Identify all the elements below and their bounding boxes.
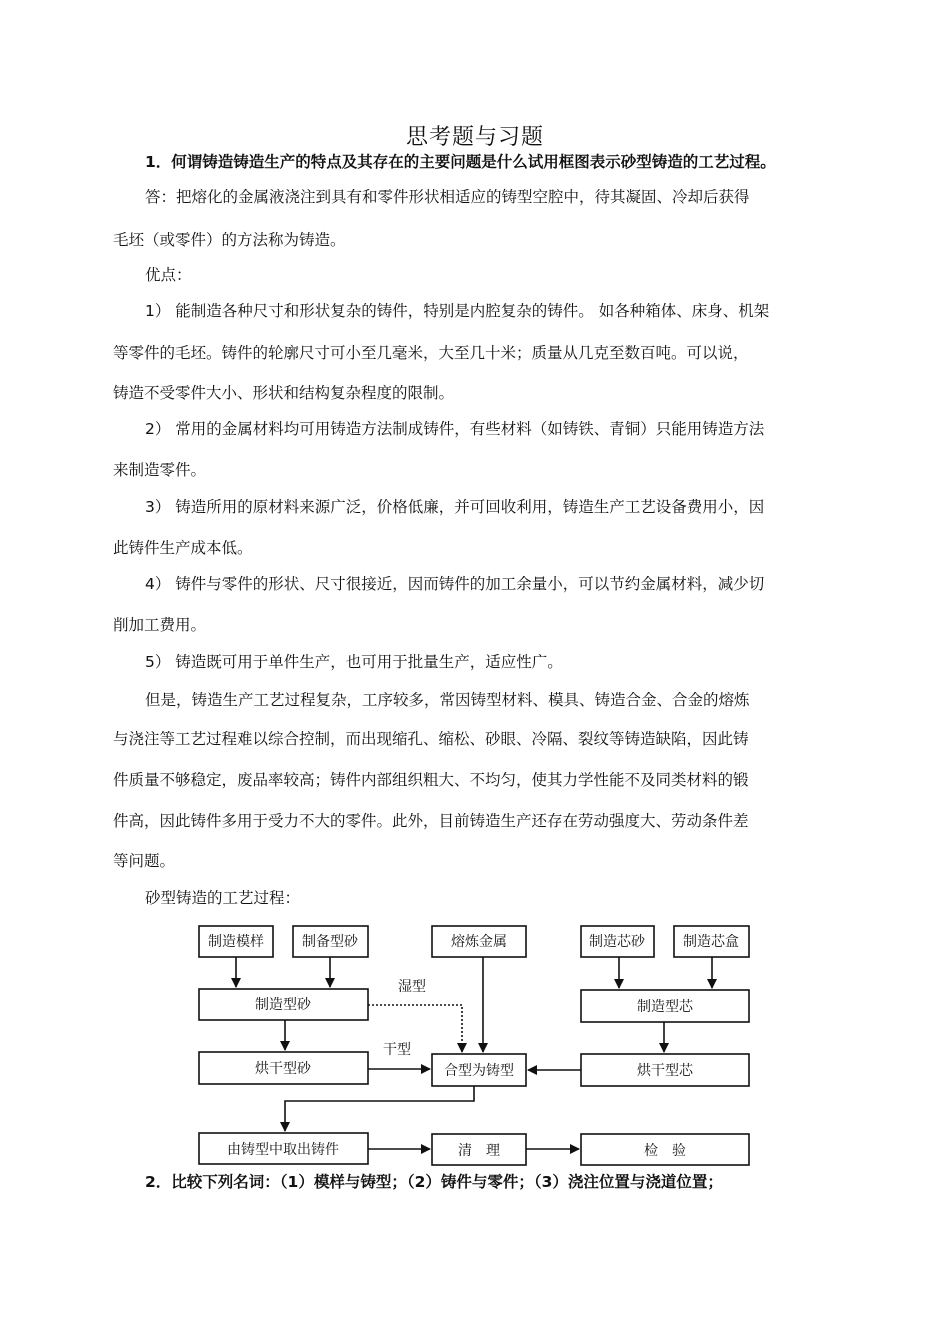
label-take-out-casting: 由铸型中取出铸件	[227, 1142, 339, 1158]
disadvantage-line-2: 与浇注等工艺过程难以综合控制，而出现缩孔、缩松、砂眼、冷隔、裂纹等铸造缺陷，因此铸	[113, 730, 749, 748]
answer-line-1: 答：把熔化的金属液浇注到具有和零件形状相适应的铸型空腔中，待其凝固、冷却后获得	[145, 188, 750, 206]
label-assemble-mold: 合型为铸型	[444, 1063, 514, 1079]
label-dry-core: 烘干型芯	[637, 1063, 693, 1079]
label-make-pattern: 制造模样	[208, 934, 264, 950]
label-make-core: 制造型芯	[637, 999, 693, 1015]
question-1: 1．何谓铸造铸造生产的特点及其存在的主要问题是什么试用框图表示砂型铸造的工艺过程。	[145, 153, 776, 171]
disadvantage-line-1: 但是，铸造生产工艺过程复杂，工序较多，常因铸型材料、模具、铸造合金、合金的熔炼	[145, 691, 750, 709]
label-core-sand: 制造芯砂	[589, 934, 645, 950]
point-3-line-1: 3） 铸造所用的原材料来源广泛，价格低廉，并可回收利用，铸造生产工艺设备费用小，因	[145, 498, 765, 516]
sand-casting-label: 砂型铸造的工艺过程：	[145, 889, 301, 907]
point-5-line-1: 5） 铸造既可用于单件生产，也可用于批量生产，适应性广。	[145, 653, 563, 671]
question-2: 2．比较下列名词：（1）模样与铸型；（2）铸件与零件；（3）浇注位置与浇道位置；	[145, 1173, 723, 1191]
label-inspect: 检 验	[644, 1143, 686, 1159]
label-make-mold: 制造型砂	[255, 997, 311, 1013]
label-wet-mold: 湿型	[398, 979, 426, 995]
disadvantage-line-4: 件高，因此铸件多用于受力不大的零件。此外，目前铸造生产还存在劳动强度大、劳动条件差	[113, 812, 749, 830]
point-4-line-1: 4） 铸件与零件的形状、尺寸很接近，因而铸件的加工余量小，可以节约金属材料，减少切	[145, 575, 765, 593]
label-prepare-sand: 制备型砂	[302, 934, 358, 950]
point-4-line-2: 削加工费用。	[113, 616, 207, 634]
point-1-line-3: 铸造不受零件大小、形状和结构复杂程度的限制。	[113, 384, 455, 402]
disadvantage-line-5: 等问题。	[113, 852, 176, 870]
label-dry-mold: 烘干型砂	[255, 1061, 311, 1077]
disadvantage-line-3: 件质量不够稳定，废品率较高；铸件内部组织粗大、不均匀，使其力学性能不及同类材料的锻	[113, 771, 749, 789]
point-3-line-2: 此铸件生产成本低。	[113, 539, 253, 557]
arrow-assemble-to-takeout	[285, 1086, 474, 1131]
point-2-line-2: 来制造零件。	[113, 461, 207, 479]
point-1-line-1: 1） 能制造各种尺寸和形状复杂的铸件，特别是内腔复杂的铸件。 如各种箱体、床身、机架	[145, 302, 770, 320]
point-2-line-1: 2） 常用的金属材料均可用铸造方法制成铸件，有些材料（如铸铁、青铜）只能用铸造方法	[145, 420, 765, 438]
label-dry-type: 干型	[383, 1042, 411, 1058]
answer-line-2: 毛坯（或零件）的方法称为铸造。	[113, 231, 346, 249]
label-melt-metal: 熔炼金属	[451, 934, 507, 950]
label-clean: 清 理	[458, 1143, 500, 1159]
page-title: 思考题与习题	[405, 125, 544, 150]
advantages-label: 优点：	[145, 266, 192, 284]
point-1-line-2: 等零件的毛坯。铸件的轮廓尺寸可小至几毫米，大至几十米；质量从几克至数百吨。可以说，	[113, 344, 749, 362]
label-core-box: 制造芯盒	[683, 934, 739, 950]
